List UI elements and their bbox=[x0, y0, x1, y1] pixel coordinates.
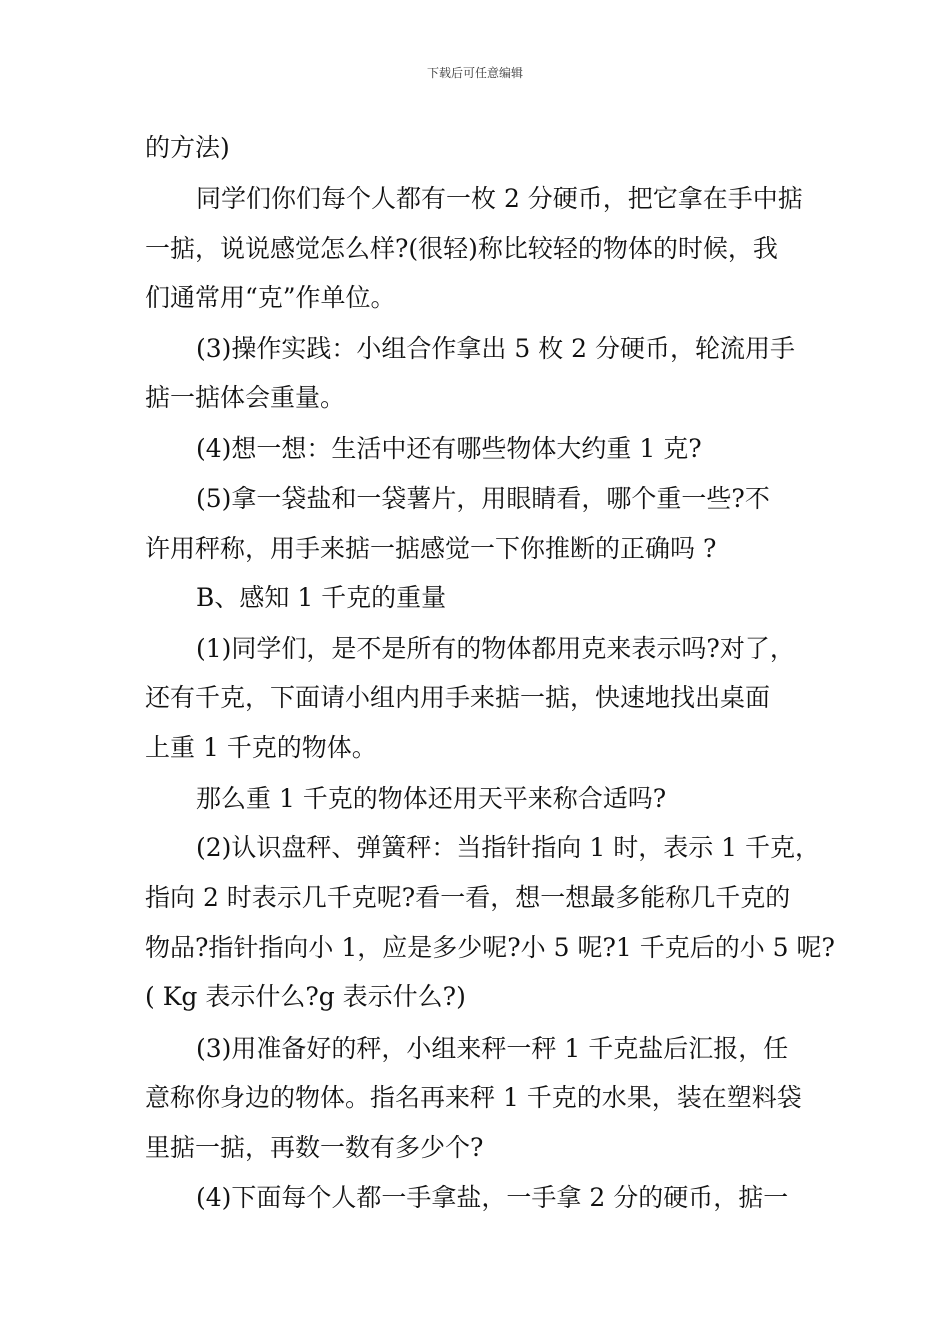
paragraph-line: 意称你身边的物体。指名再来秤 1 千克的水果，装在塑料袋 bbox=[145, 1083, 802, 1112]
paragraph-line: (5)拿一袋盐和一袋薯片，用眼睛看，哪个重一些?不 bbox=[196, 484, 770, 513]
section-heading: B、感知 1 千克的重量 bbox=[196, 583, 447, 612]
paragraph-line: ( Kg 表示什么?g 表示什么?) bbox=[145, 982, 466, 1011]
paragraph-line: 那么重 1 千克的物体还用天平来称合适吗? bbox=[196, 784, 667, 813]
paragraph-line: 物品?指针指向小 1，应是多少呢?小 5 呢?1 千克后的小 5 呢? bbox=[145, 933, 835, 962]
paragraph-line: 们通常用“克”作单位。 bbox=[145, 283, 396, 312]
paragraph-line: 掂一掂体会重量。 bbox=[145, 383, 346, 412]
paragraph-line: 许用秤称，用手来掂一掂感觉一下你推断的正确吗 ? bbox=[145, 534, 717, 563]
paragraph-line: (3)操作实践：小组合作拿出 5 枚 2 分硬币，轮流用手 bbox=[196, 334, 796, 363]
paragraph-line: 里掂一掂，再数一数有多少个? bbox=[145, 1133, 484, 1162]
paragraph-line: (2)认识盘秤、弹簧秤：当指针指向 1 时，表示 1 千克， bbox=[196, 833, 821, 862]
paragraph-line: 上重 1 千克的物体。 bbox=[145, 733, 377, 762]
paragraph-line: (3)用准备好的秤，小组来秤一秤 1 千克盐后汇报，任 bbox=[196, 1034, 789, 1063]
paragraph-line: 还有千克，下面请小组内用手来掂一掂，快速地找出桌面 bbox=[145, 683, 771, 712]
paragraph-line: (1)同学们，是不是所有的物体都用克来表示吗?对了， bbox=[196, 634, 795, 663]
paragraph-line: 指向 2 时表示几千克呢?看一看，想一想最多能称几千克的 bbox=[145, 883, 791, 912]
paragraph-line: 一掂，说说感觉怎么样?(很轻)称比较轻的物体的时候，我 bbox=[145, 234, 778, 263]
page-header: 下载后可任意编辑 bbox=[426, 66, 523, 80]
paragraph-line: 同学们你们每个人都有一枚 2 分硬币，把它拿在手中掂 bbox=[196, 184, 803, 213]
paragraph-line: (4)想一想：生活中还有哪些物体大约重 1 克? bbox=[196, 434, 702, 463]
paragraph-line: (4)下面每个人都一手拿盐，一手拿 2 分的硬币，掂一 bbox=[196, 1183, 789, 1212]
paragraph-line: 的方法) bbox=[145, 133, 230, 162]
